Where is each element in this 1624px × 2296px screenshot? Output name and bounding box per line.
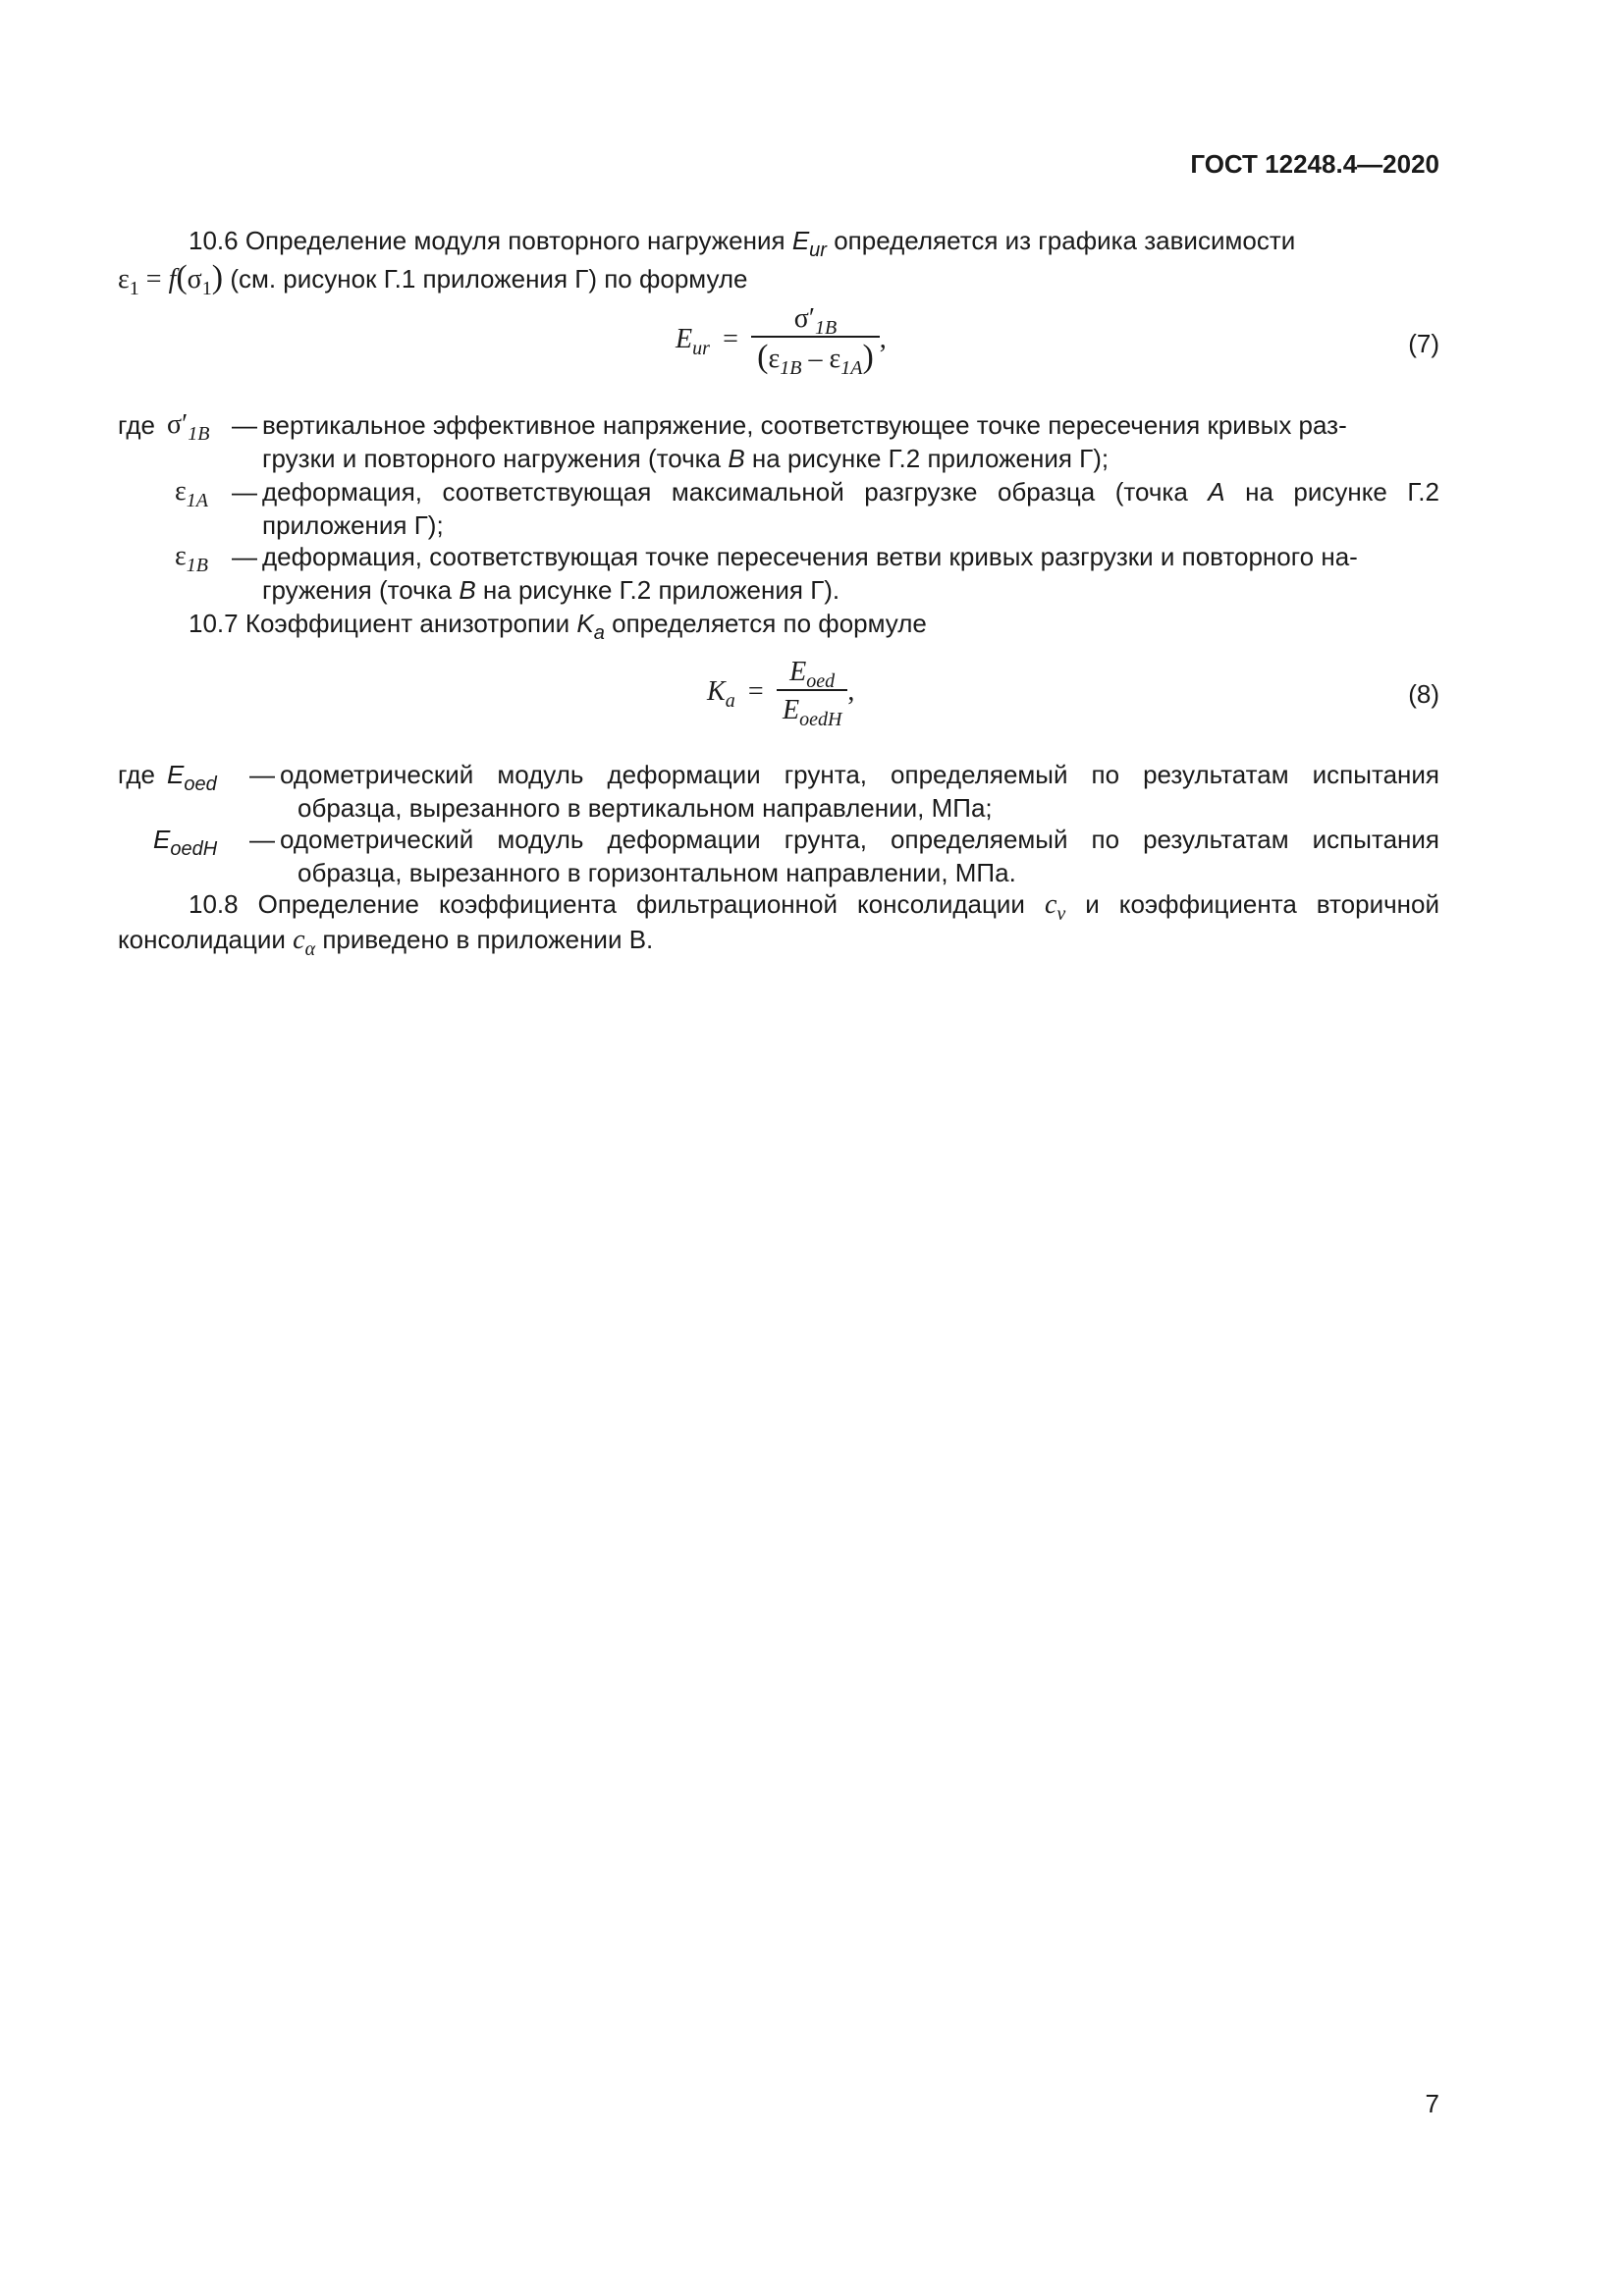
formula-8 — [707, 656, 854, 728]
definition-dash: — — [232, 477, 257, 507]
paragraph-10-8-line-2 — [118, 923, 1439, 960]
definition-line: вертикальное эффективное напряжение, соответствующее точке пересечения кривых раз- — [262, 410, 1347, 440]
definition-line: образца, вырезанного в горизонтальном направлении, МПа. — [298, 858, 1016, 887]
paragraph-10-8-text-d: приведено в приложении В. — [322, 925, 654, 954]
definition-line: деформация, соответствующая максимальной разгрузке образца (точка A на рисунке Г.2 — [262, 477, 1439, 507]
definition-prefix: где — [118, 410, 155, 440]
paragraph-10-7-text-a: 10.7 Коэффициент анизотропии — [189, 609, 570, 638]
definition-line: приложения Г); — [262, 510, 444, 540]
paragraph-10-6 — [118, 224, 1439, 261]
formula-8-lhs: $K_a$ — [707, 676, 735, 712]
formula-8-numerator: $E_{oed}$ — [789, 657, 836, 692]
paragraph-10-6-text-c: (см. рисунок Г.1 приложения Г) по формуле — [230, 264, 748, 294]
definition-dash: — — [232, 410, 257, 440]
definition-symbol-e-oedh: $E_{oedH}$ — [153, 825, 218, 860]
formula-7-numerator: $\sigma'_{1B}$ — [793, 303, 838, 339]
definition-line: образца, вырезанного в вертикальном направлении, МПа; — [298, 793, 993, 823]
definition-prefix: где — [118, 760, 155, 789]
paragraph-10-6-text-a: 10.6 Определение модуля повторного нагружения — [189, 226, 785, 255]
formula-7-equals: = — [723, 324, 738, 354]
formula-7 — [676, 302, 887, 377]
paragraph-10-8-text-c: консолидации — [118, 925, 286, 954]
symbol-c-v: $c_v$ — [1044, 889, 1066, 925]
symbol-k-a: $K_a$ — [576, 609, 605, 644]
page-header-standard-code: ГОСТ 12248.4—2020 — [1190, 149, 1439, 179]
paragraph-10-8-text-a: 10.8 Определение коэффициента фильтрационной консолидации — [189, 889, 1025, 919]
definition-e-oedh — [118, 823, 1439, 891]
formula-8-comma: , — [847, 676, 855, 707]
definition-dash: — — [232, 542, 257, 571]
definition-eps-1a — [118, 475, 1439, 544]
formula-7-fraction — [751, 302, 880, 377]
formula-8-equals: = — [747, 676, 764, 707]
definition-line: гружения (точка B на рисунке Г.2 приложения Г). — [262, 575, 840, 605]
equation-number-7: (7) — [1408, 329, 1439, 358]
formula-8-denominator: $E_{oedH}$ — [777, 689, 847, 728]
paragraph-10-7-text-b: определяется по формуле — [612, 609, 927, 638]
symbol-c-alpha: $c_\alpha$ — [293, 925, 316, 960]
formula-8-fraction — [777, 656, 847, 728]
paragraph-10-8 — [118, 887, 1439, 925]
definition-symbol-e-oed: $E_{oed}$ — [167, 760, 217, 795]
page-number: 7 — [1425, 2089, 1439, 2118]
paragraph-10-8-text-b: и коэффициента вторичной — [1085, 889, 1439, 919]
paragraph-10-7 — [118, 607, 1439, 644]
formula-7-comma: , — [879, 324, 887, 354]
paragraph-10-6-line-2 — [118, 259, 1439, 299]
definition-dash: — — [249, 825, 275, 854]
symbol-e-ur: $E_{ur}$ — [791, 226, 827, 261]
dependency-expression: $\varepsilon_1 = f(\sigma_1)$ — [118, 259, 224, 299]
definition-dash: — — [249, 760, 275, 789]
formula-7-lhs: $E_{ur}$ — [676, 324, 710, 359]
definition-line: деформация, соответствующая точке пересечения ветви кривых разгрузки и повторного на- — [262, 542, 1358, 571]
definition-symbol-sigma-1b: $\sigma'_{1B}$ — [167, 409, 210, 445]
definition-eps-1b — [118, 540, 1439, 609]
paragraph-10-6-text-b: определяется из графика зависимости — [834, 226, 1296, 255]
definition-line: одометрический модуль деформации грунта, определяемый по результатам испытания — [280, 825, 1439, 854]
formula-7-denominator: $(\varepsilon_{1B} - \varepsilon_{1A})$ — [751, 336, 880, 377]
definition-sigma-1b — [118, 408, 1439, 477]
definition-symbol-eps-1a: $\varepsilon_{1A}$ — [175, 476, 208, 511]
definition-line: одометрический модуль деформации грунта, определяемый по результатам испытания — [280, 760, 1439, 789]
equation-number-8: (8) — [1408, 679, 1439, 709]
definition-line: грузки и повторного нагружения (точка B на рисунке Г.2 приложения Г); — [262, 444, 1110, 473]
definition-e-oed — [118, 758, 1439, 827]
definition-symbol-eps-1b: $\varepsilon_{1B}$ — [175, 541, 208, 576]
